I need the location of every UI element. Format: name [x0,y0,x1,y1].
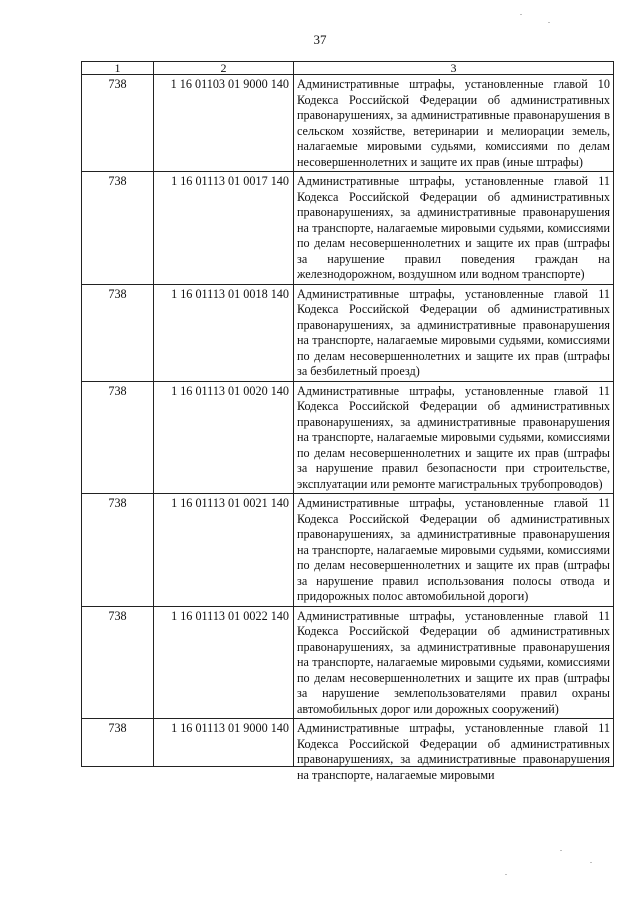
scan-speck [548,22,550,23]
column-header-1: 1 [82,62,154,75]
description-cell: Административные штрафы, установленные главой 11 Кодекса Российской Федерации об административных правонарушениях, за административные правонарушения на транспорте, налагаемые мировыми судьями, комиссиями по делам несовершеннолетних и защите их прав (штрафы за нарушение правил безопасности при строительстве, эксплуатации или ремонте магистральных трубопроводов) [294,381,614,494]
kbk-code-cell: 1 16 01113 01 9000 140 [154,719,294,767]
scan-speck [590,862,592,863]
admin-code-cell: 738 [82,381,154,494]
table-row [82,719,614,767]
admin-code-cell: 738 [82,284,154,381]
admin-code-cell: 738 [82,606,154,719]
column-header-3: 3 [294,62,614,75]
admin-code-cell: 738 [82,75,154,172]
scan-speck [560,850,562,851]
table-row [82,494,614,607]
kbk-code-cell: 1 16 01113 01 0018 140 [154,284,294,381]
column-header-2: 2 [154,62,294,75]
page-number: 37 [313,32,327,47]
scan-speck [505,874,507,875]
admin-code-cell: 738 [82,172,154,285]
description-cell: Административные штрафы, установленные главой 11 Кодекса Российской Федерации об административных правонарушениях, за административные правонарушения на транспорте, налагаемые мировыми судьями, комиссиями по делам несовершеннолетних и защите их прав (штрафы за безбилетный проезд) [294,284,614,381]
description-cell: Административные штрафы, установленные главой 11 Кодекса Российской Федерации об административных правонарушениях, за административные правонарушения на транспорте, налагаемые мировыми судьями, комиссиями по делам несовершеннолетних и защите их прав (штрафы за нарушение правил поведения граждан на железнодорожном, воздушном или водном транспорте) [294,172,614,285]
table-row [82,606,614,719]
description-cell: Административные штрафы, установленные главой 10 Кодекса Российской Федерации об административных правонарушениях, за административные правонарушения в сельском хозяйстве, ветеринарии и мелиорации земель, налагаемые мировыми судьями, комиссиями по делам несовершеннолетних и защите их прав (иные штрафы) [294,75,614,172]
table-row [82,172,614,285]
table-row [82,75,614,172]
scan-speck [520,14,522,15]
kbk-code-cell: 1 16 01113 01 0017 140 [154,172,294,285]
kbk-code-cell: 1 16 01113 01 0022 140 [154,606,294,719]
budget-classification-table [81,61,614,782]
description-cell [294,719,614,782]
description-cell: Административные штрафы, установленные главой 11 Кодекса Российской Федерации об административных правонарушениях, за административные правонарушения на транспорте, налагаемые мировыми судьями, комиссиями по делам несовершеннолетних и защите их прав (штрафы за нарушение землепользователями правил охраны автомобильных дорог или дорожных сооружений) [294,606,614,719]
table-row [82,284,614,381]
description-text: Административные штрафы, установленные главой 11 Кодекса Российской Федерации об административных правонарушениях, за административные правонарушения на транспорте, налагаемые мировыми [297,721,610,782]
description-cell: Административные штрафы, установленные главой 11 Кодекса Российской Федерации об административных правонарушениях, за административные правонарушения на транспорте, налагаемые мировыми судьями, комиссиями по делам несовершеннолетних и защите их прав (штрафы за нарушение правил использования полосы отвода и придорожных полос автомобильной дороги) [294,494,614,607]
table-row [82,381,614,494]
kbk-code-cell: 1 16 01113 01 0021 140 [154,494,294,607]
table-header-row [82,62,614,75]
admin-code-cell: 738 [82,719,154,767]
kbk-code-cell: 1 16 01103 01 9000 140 [154,75,294,172]
kbk-code-cell: 1 16 01113 01 0020 140 [154,381,294,494]
admin-code-cell: 738 [82,494,154,607]
